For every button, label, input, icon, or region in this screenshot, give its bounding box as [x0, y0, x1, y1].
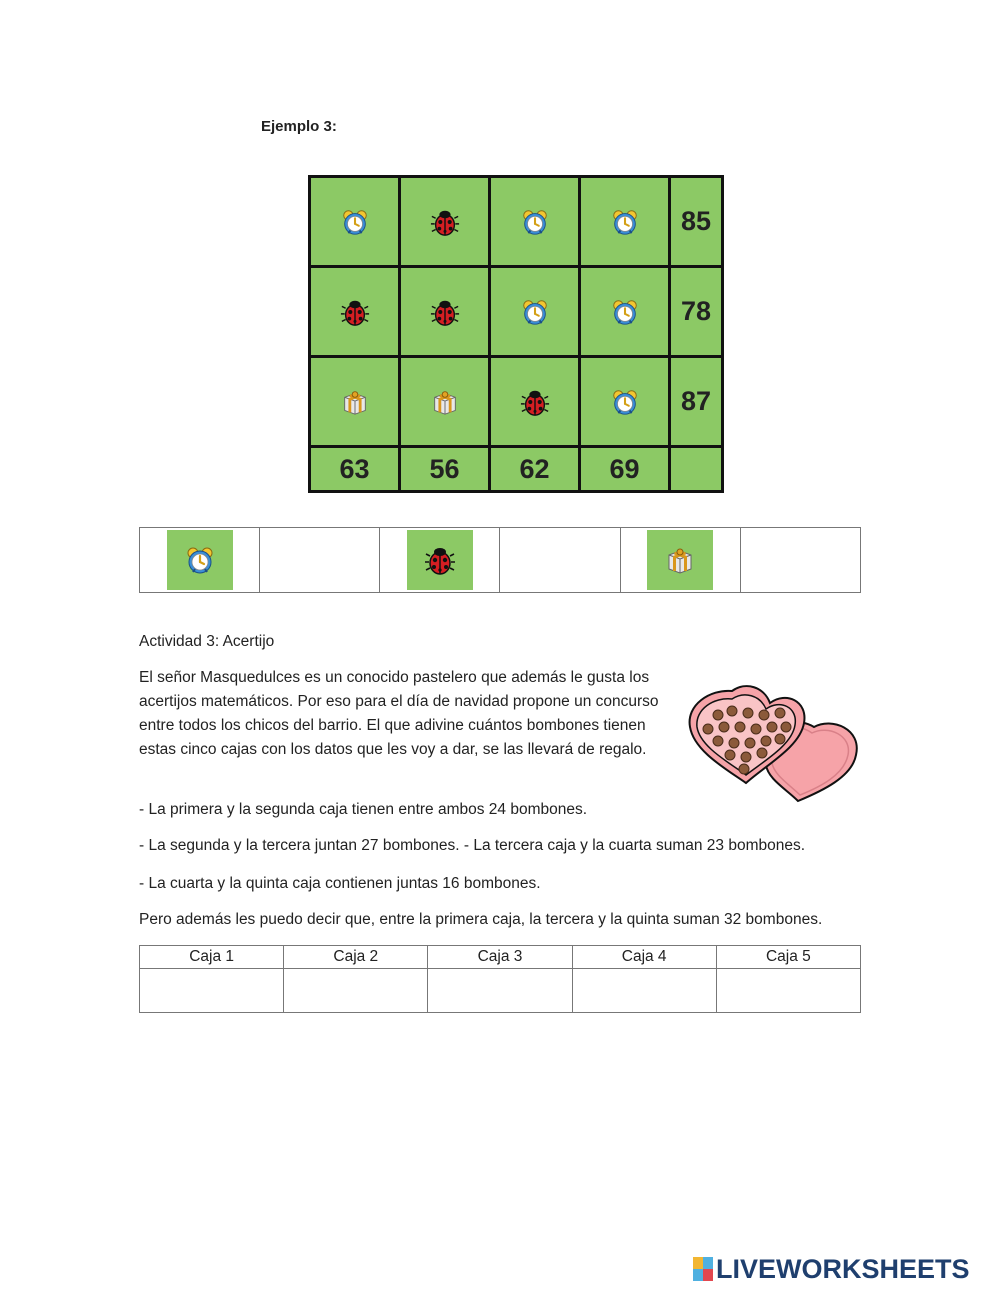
- box-answer-cell-3: [428, 969, 572, 1013]
- puzzle-cell: [580, 357, 670, 447]
- column-sum: 56: [400, 447, 490, 492]
- empty-corner-cell: [670, 447, 723, 492]
- clock-icon: [520, 297, 550, 327]
- clock-icon: [610, 297, 640, 327]
- box-answer-cell-2: [284, 969, 428, 1013]
- answer-icon-cell: [620, 528, 740, 593]
- chocolate-box-icon: [686, 683, 862, 805]
- boxes-table: [139, 945, 861, 1013]
- puzzle-row: [310, 267, 723, 357]
- box-header-5: Caja 5: [716, 946, 860, 969]
- answer-input-cell: [500, 528, 620, 593]
- box-1-input[interactable]: [145, 973, 278, 1009]
- ladybug-icon: [424, 544, 456, 576]
- box-3-input[interactable]: [434, 973, 567, 1009]
- brand-mark-icon: [693, 1257, 713, 1281]
- puzzle-row: [310, 357, 723, 447]
- clock-icon: [520, 207, 550, 237]
- activity-paragraph: El señor Masquedulces es un conocido pastelero que además le gusta los acertijos matemáticos. Por eso para el día de navidad propone un concurso entre todos los chicos del barrio. El que adivine cuántos bombones tienen estas cinco cajas con los datos que les voy a dar, se las llevará de regalo.: [139, 669, 659, 758]
- gift-icon: [664, 544, 696, 576]
- clock-icon: [610, 387, 640, 417]
- ladybug-icon: [340, 297, 370, 327]
- clock-icon: [340, 207, 370, 237]
- answer-icon-cell: [140, 528, 260, 593]
- box-header-4: Caja 4: [572, 946, 716, 969]
- puzzle-grid: [308, 175, 724, 493]
- icon-swatch: [167, 530, 233, 590]
- ladybug-icon: [430, 207, 460, 237]
- ladybug-value-input[interactable]: [504, 539, 615, 581]
- puzzle-cell: [310, 357, 400, 447]
- ladybug-icon: [430, 297, 460, 327]
- clock-icon: [610, 207, 640, 237]
- box-header-1: Caja 1: [140, 946, 284, 969]
- gift-icon: [430, 387, 460, 417]
- clock-icon: [184, 544, 216, 576]
- icon-swatch: [407, 530, 473, 590]
- clue-3: - La cuarta y la quinta caja contienen juntas 16 bombones.: [139, 875, 541, 892]
- puzzle-cell: [400, 357, 490, 447]
- brand-logo: [693, 1254, 970, 1284]
- puzzle-cell: [400, 267, 490, 357]
- column-sum: 69: [580, 447, 670, 492]
- icon-swatch: [647, 530, 713, 590]
- clock-value-input[interactable]: [264, 539, 375, 581]
- ladybug-icon: [520, 387, 550, 417]
- puzzle-cell: [580, 267, 670, 357]
- brand-name: LIVEWORKSHEETS: [716, 1253, 970, 1284]
- example-title: Ejemplo 3:: [261, 118, 337, 135]
- puzzle-cell: [490, 177, 580, 267]
- clue-1: - La primera y la segunda caja tienen entre ambos 24 bombones.: [139, 801, 588, 818]
- box-2-input[interactable]: [289, 973, 422, 1009]
- box-5-input[interactable]: [722, 973, 855, 1009]
- puzzle-cell: [310, 177, 400, 267]
- column-sum: 63: [310, 447, 400, 492]
- row-sum: 87: [670, 357, 723, 447]
- gift-icon: [340, 387, 370, 417]
- box-answer-cell-5: [716, 969, 860, 1013]
- row-sum: 85: [670, 177, 723, 267]
- answer-icon-cell: [380, 528, 500, 593]
- puzzle-cell: [400, 177, 490, 267]
- answer-input-cell: [740, 528, 860, 593]
- puzzle-row: [310, 177, 723, 267]
- row-sum: 78: [670, 267, 723, 357]
- box-4-input[interactable]: [578, 973, 711, 1009]
- box-header-2: Caja 2: [284, 946, 428, 969]
- box-header-3: Caja 3: [428, 946, 572, 969]
- column-sum: 62: [490, 447, 580, 492]
- gift-value-input[interactable]: [745, 539, 856, 581]
- clue-4: Pero además les puedo decir que, entre la primera caja, la tercera y la quinta suman 32 bombones.: [139, 911, 823, 928]
- puzzle-cell: [580, 177, 670, 267]
- puzzle-column-sums: [310, 447, 723, 492]
- puzzle-cell: [490, 267, 580, 357]
- answer-row: [139, 527, 861, 593]
- puzzle-cell: [310, 267, 400, 357]
- box-answer-cell-4: [572, 969, 716, 1013]
- box-answer-cell-1: [140, 969, 284, 1013]
- clue-2: - La segunda y la tercera juntan 27 bombones. - La tercera caja y la cuarta suman 23 bombones.: [139, 837, 806, 854]
- activity-title: Actividad 3: Acertijo: [139, 633, 275, 650]
- answer-input-cell: [260, 528, 380, 593]
- puzzle-cell: [490, 357, 580, 447]
